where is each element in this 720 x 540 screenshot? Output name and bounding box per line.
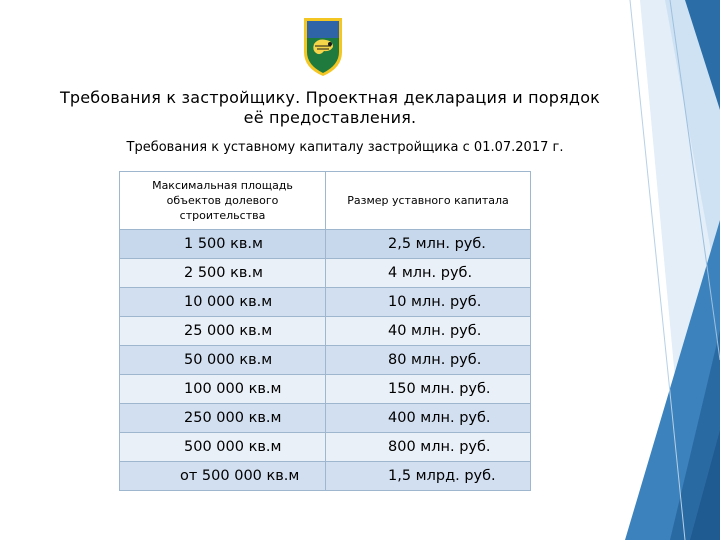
area-cell: 250 000 кв.м	[120, 404, 326, 433]
area-cell: 1 500 кв.м	[120, 230, 326, 259]
table-row	[120, 433, 531, 462]
capital-cell: 2,5 млн. руб.	[326, 230, 531, 259]
capital-cell: 150 млн. руб.	[326, 375, 531, 404]
table-row	[120, 462, 531, 491]
area-cell: 50 000 кв.м	[120, 346, 326, 375]
capital-cell: 80 млн. руб.	[326, 346, 531, 375]
table-row	[120, 317, 531, 346]
table-row	[120, 230, 531, 259]
slide-subtitle: Требования к уставному капиталу застройщика с 01.07.2017 г.	[126, 140, 564, 155]
area-cell: 25 000 кв.м	[120, 317, 326, 346]
table-row	[120, 288, 531, 317]
table-row	[120, 259, 531, 288]
table-row	[120, 404, 531, 433]
header-max-area: Максимальная площадь объектов долевого строительства	[120, 172, 326, 230]
table-row	[120, 346, 531, 375]
area-cell: 10 000 кв.м	[120, 288, 326, 317]
header-capital-size: Размер уставного капитала	[326, 172, 531, 230]
capital-cell: 4 млн. руб.	[326, 259, 531, 288]
area-cell: 500 000 кв.м	[120, 433, 326, 462]
table-row	[120, 375, 531, 404]
area-cell: от 500 000 кв.м	[120, 462, 326, 491]
capital-requirements-table	[119, 171, 531, 491]
decorative-corner-shapes	[530, 0, 720, 540]
slide-title: Требования к застройщику. Проектная декларация и порядок её предоставления.	[59, 88, 601, 127]
capital-cell: 10 млн. руб.	[326, 288, 531, 317]
table-header-row	[120, 172, 531, 230]
capital-cell: 40 млн. руб.	[326, 317, 531, 346]
capital-cell: 800 млн. руб.	[326, 433, 531, 462]
coat-of-arms-emblem	[300, 16, 346, 78]
capital-cell: 1,5 млрд. руб.	[326, 462, 531, 491]
capital-cell: 400 млн. руб.	[326, 404, 531, 433]
area-cell: 2 500 кв.м	[120, 259, 326, 288]
area-cell: 100 000 кв.м	[120, 375, 326, 404]
